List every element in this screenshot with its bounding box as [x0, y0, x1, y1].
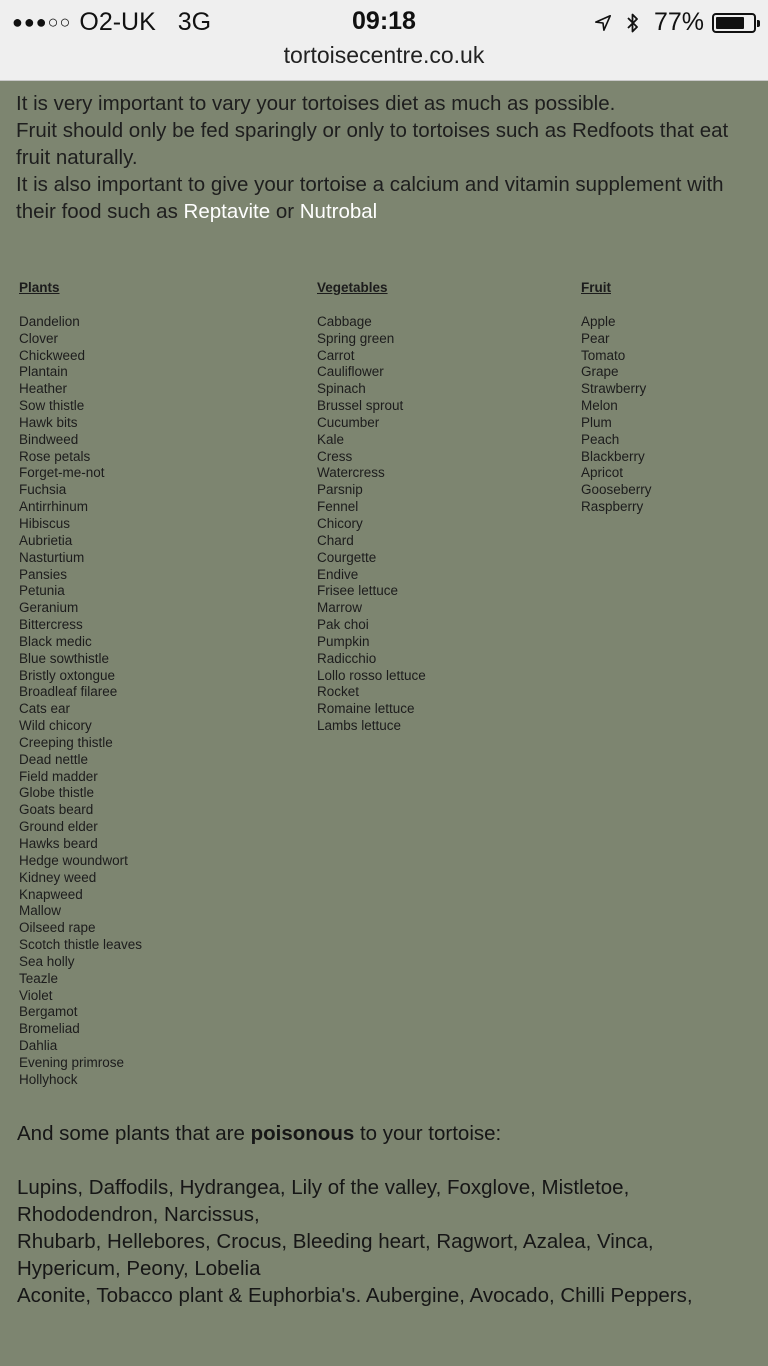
list-item: Rose petals: [19, 448, 91, 464]
list-item: Ground elder: [19, 819, 98, 835]
battery-icon: [712, 13, 756, 33]
list-item: Bergamot: [19, 1004, 78, 1020]
list-item: Lambs lettuce: [317, 718, 402, 734]
status-right: [594, 8, 756, 37]
poisonous-intro-bold: poisonous: [250, 1122, 355, 1145]
list-item: Fennel: [317, 499, 359, 515]
list-item: Cress: [317, 448, 353, 464]
list-item: Spring green: [317, 330, 395, 346]
intro-line-3-mid: or: [270, 200, 300, 223]
list-item: Apple: [581, 313, 616, 329]
list-item: Cats ear: [19, 701, 71, 717]
list-item: Globe thistle: [19, 785, 95, 801]
list-item: Broadleaf filaree: [19, 684, 118, 700]
list-item: Blackberry: [581, 448, 645, 464]
list-item: Strawberry: [581, 381, 647, 397]
fruit-list: [581, 314, 652, 516]
list-item: Cabbage: [317, 313, 372, 329]
list-item: Oilseed rape: [19, 920, 96, 936]
list-item: Raspberry: [581, 499, 644, 515]
list-item: Marrow: [317, 600, 363, 616]
list-item: Wild chicory: [19, 718, 92, 734]
list-item: Blue sowthistle: [19, 650, 110, 666]
poisonous-line-3: Aconite, Tobacco plant & Euphorbia's. Aubergine, Avocado, Chilli Peppers,: [17, 1284, 693, 1307]
carrier-name: O2-UK: [79, 8, 156, 36]
intro-line-1: It is very important to vary your tortoises diet as much as possible.: [16, 92, 616, 115]
list-item: Plum: [581, 414, 612, 430]
list-item: Cucumber: [317, 414, 380, 430]
list-item: Hollyhock: [19, 1071, 78, 1087]
list-item: Teazle: [19, 970, 59, 986]
list-item: Petunia: [19, 583, 65, 599]
list-item: Apricot: [581, 465, 624, 481]
list-item: Antirrhinum: [19, 499, 89, 515]
poisonous-intro-suffix: to your tortoise:: [354, 1122, 502, 1145]
list-item: Clover: [19, 330, 59, 346]
list-item: Knapweed: [19, 886, 83, 902]
list-item: Mallow: [19, 903, 62, 919]
list-item: Dahlia: [19, 1038, 58, 1054]
list-item: Scotch thistle leaves: [19, 937, 143, 953]
list-item: Plantain: [19, 364, 68, 380]
list-item: Tomato: [581, 347, 626, 363]
list-item: Spinach: [317, 381, 366, 397]
list-item: Grape: [581, 364, 619, 380]
list-item: Heather: [19, 381, 68, 397]
list-item: Hibiscus: [19, 515, 71, 531]
list-item: Black medic: [19, 633, 92, 649]
list-item: Radicchio: [317, 650, 377, 666]
list-item: Chicory: [317, 515, 363, 531]
list-item: Watercress: [317, 465, 385, 481]
list-item: Kidney weed: [19, 869, 97, 885]
battery-percent: 77%: [653, 8, 704, 36]
list-item: Gooseberry: [581, 482, 652, 498]
list-item: Peach: [581, 431, 620, 447]
list-item: Creeping thistle: [19, 734, 113, 750]
list-item: Romaine lettuce: [317, 701, 415, 717]
intro-line-3-prefix: It is also important to give your tortoise a calcium and vitamin supplement with their food such as: [16, 173, 724, 223]
fruit-column: [581, 280, 652, 516]
list-item: Frisee lettuce: [317, 583, 399, 599]
poisonous-line-1: Lupins, Daffodils, Hydrangea, Lily of the valley, Foxglove, Mistletoe, Rhododendron, Narcissus,: [17, 1176, 630, 1226]
address-bar-url[interactable]: tortoisecentre.co.uk: [283, 42, 485, 68]
list-item: Hedge woundwort: [19, 852, 128, 868]
list-item: Pansies: [19, 566, 68, 582]
list-item: Bittercress: [19, 617, 83, 633]
status-bar: [0, 0, 768, 81]
list-item: Chickweed: [19, 347, 86, 363]
list-item: Aubrietia: [19, 532, 73, 548]
list-item: Brussel sprout: [317, 398, 404, 414]
bluetooth-icon: [626, 11, 640, 35]
plants-heading: Plants: [19, 280, 60, 295]
intro-text: [16, 90, 756, 225]
list-item: Endive: [317, 566, 359, 582]
list-item: Dead nettle: [19, 751, 89, 767]
list-item: Carrot: [317, 347, 355, 363]
list-item: Parsnip: [317, 482, 363, 498]
list-item: Forget-me-not: [19, 465, 105, 481]
list-item: Dandelion: [19, 313, 80, 329]
list-item: Geranium: [19, 600, 79, 616]
list-item: Melon: [581, 398, 618, 414]
signal-strength-icon: ●●●○○: [12, 12, 72, 32]
poisonous-intro-prefix: And some plants that are: [17, 1122, 251, 1145]
location-arrow-icon: [594, 14, 612, 32]
reptavite-link[interactable]: Reptavite: [183, 200, 271, 223]
spacer: [17, 1147, 757, 1174]
nutrobal-link[interactable]: Nutrobal: [299, 200, 378, 223]
vegetables-heading: Vegetables: [317, 280, 388, 295]
list-item: Kale: [317, 431, 345, 447]
list-item: Pak choi: [317, 617, 369, 633]
list-item: Nasturtium: [19, 549, 85, 565]
vegetables-column: [317, 280, 426, 735]
poisonous-line-2: Rhubarb, Hellebores, Crocus, Bleeding heart, Ragwort, Azalea, Vinca, Hypericum, Peony, Lobelia: [17, 1230, 654, 1280]
poisonous-intro: [17, 1120, 757, 1147]
battery-fill: [716, 17, 744, 29]
poisonous-plants-section: [17, 1120, 757, 1309]
list-item: Field madder: [19, 768, 98, 784]
intro-line-3: [16, 171, 756, 225]
list-item: Violet: [19, 987, 53, 1003]
list-item: Courgette: [317, 549, 377, 565]
list-item: Hawks beard: [19, 836, 98, 851]
list-item: Pear: [581, 330, 610, 346]
list-item: Bindweed: [19, 431, 79, 447]
list-item: Chard: [317, 532, 354, 548]
intro-line-2: Fruit should only be fed sparingly or only to tortoises such as Redfoots that eat fruit naturally.: [16, 119, 729, 169]
list-item: Evening primrose: [19, 1054, 125, 1070]
list-item: Bristly oxtongue: [19, 667, 116, 683]
vegetables-list: [317, 314, 426, 735]
network-type: 3G: [177, 8, 212, 36]
list-item: Goats beard: [19, 802, 94, 818]
list-item: Bromeliad: [19, 1021, 80, 1037]
list-item: Fuchsia: [19, 482, 67, 498]
list-item: Cauliflower: [317, 364, 384, 380]
fruit-heading: Fruit: [581, 280, 611, 295]
status-time: 09:18: [352, 7, 416, 35]
plants-list: [19, 314, 142, 1089]
list-item: Pumpkin: [317, 633, 370, 649]
list-item: Sow thistle: [19, 398, 85, 414]
list-item: Hawk bits: [19, 414, 78, 430]
plants-column: [19, 280, 142, 1089]
list-item: Rocket: [317, 684, 360, 700]
list-item: Sea holly: [19, 953, 75, 969]
list-item: Lollo rosso lettuce: [317, 667, 426, 683]
